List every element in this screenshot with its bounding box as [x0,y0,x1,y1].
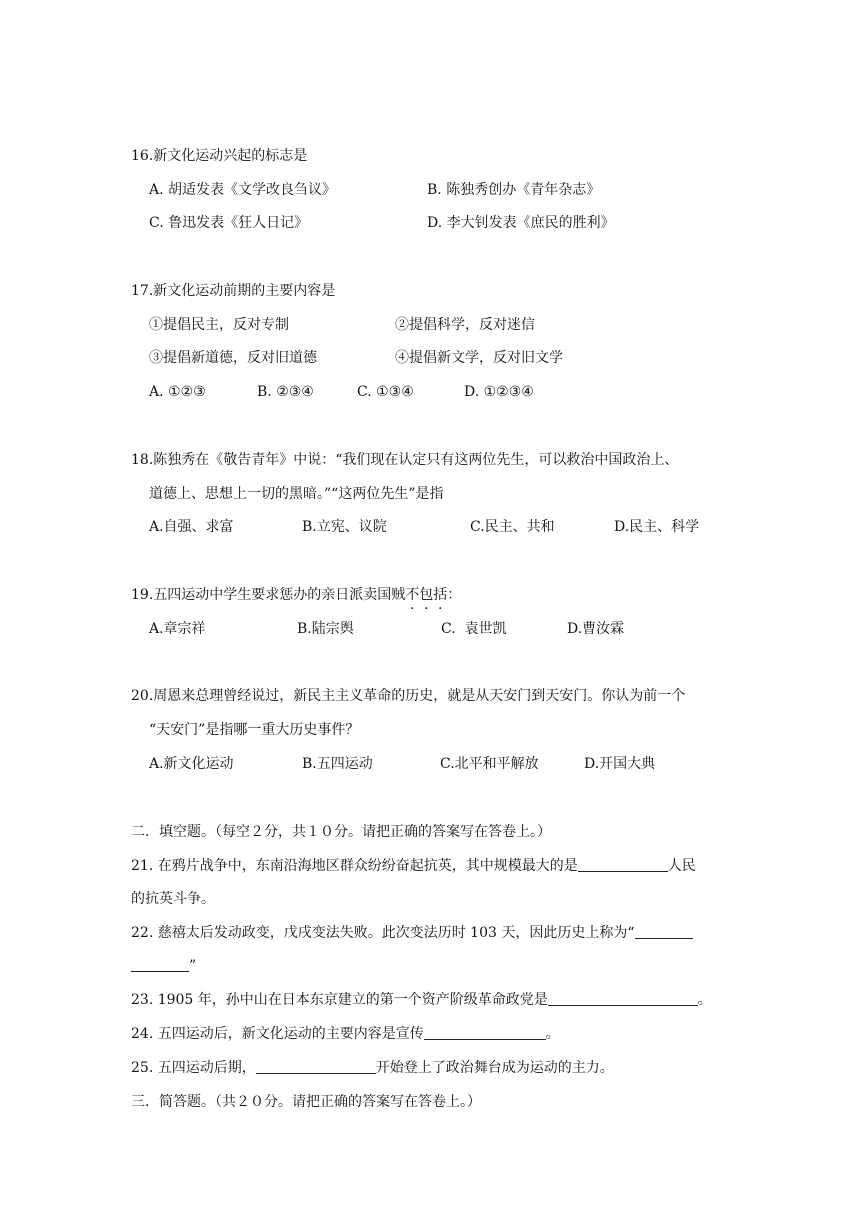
q20-option-b: B.五四运动 [302,756,373,772]
q25-text-suffix: 开始登上了政治舞台成为运动的主力。 [375,1060,614,1076]
q17-option-b: B. ②③④ [257,384,314,400]
q17-item-1: ①提倡民主，反对专制 [149,317,289,333]
q25-line [131,1058,614,1078]
q17-item-2: ②提倡科学，反对迷信 [395,317,535,333]
q18-stem-line1: 18.陈独秀在《敬告青年》中说：“我们现在认定只有这两位先生，可以救治中国政治上、 [131,452,679,468]
q16-option-d: D. 李大钊发表《庶民的胜利》 [427,215,615,231]
q20-stem-line1: 20.周恩来总理曾经说过，新民主主义革命的历史，就是从天安门到天安门。你认为前一个 [131,688,686,704]
q19-option-c: C. 袁世凯 [441,621,507,637]
q19-stem-colon: ： [447,587,462,603]
q19-option-b: B.陆宗舆 [297,621,354,637]
q19-emphasis-char: 不 [405,587,420,603]
q24-period: 。 [545,1026,560,1042]
q17-option-a: A. ①②③ [149,384,206,400]
q22-answer-blank[interactable] [635,924,693,939]
q21-line1 [131,856,696,876]
q24-line [131,1024,560,1044]
q20-option-d: D.开国大典 [584,756,656,772]
q17-stem: 17.新文化运动前期的主要内容是 [131,283,336,299]
q18-option-b: B.立宪、议院 [302,519,387,535]
q21-answer-blank[interactable] [578,857,668,872]
q17-item-4: ④提倡新文学，反对旧文学 [395,350,563,366]
q22-close-quote: ” [189,958,197,974]
q19-option-a: A.章宗祥 [149,621,206,637]
q22-line2 [131,956,196,976]
q24-answer-blank[interactable] [424,1025,546,1040]
q18-stem-line2: 道德上、思想上一切的黑暗。”“这两位先生”是指 [149,486,444,502]
section-3-heading: 三．简答题。（共２０分。请把正确的答案写在答卷上。） [131,1094,481,1110]
q19-emphasis-char: 包 [419,587,434,603]
q16-stem: 16.新文化运动兴起的标志是 [131,148,308,164]
q19-emphasis-char: 括 [433,587,448,603]
q16-option-b: B. 陈独秀创办《青年杂志》 [427,182,601,198]
q16-option-c: C. 鲁迅发表《狂人日记》 [149,215,309,231]
q19-stem [131,585,461,605]
q22-line1 [131,923,693,943]
q17-option-c: C. ①③④ [357,384,414,400]
q23-answer-blank[interactable] [548,991,698,1006]
q18-option-c: C.民主、共和 [470,519,555,535]
q23-text: 23. 1905 年，孙中山在日本东京建立的第一个资产阶级革命政党是 [131,992,548,1008]
q20-stem-line2: “天安门”是指哪一重大历史事件？ [149,722,360,738]
q24-text: 24. 五四运动后，新文化运动的主要内容是宣传 [131,1026,424,1042]
q19-stem-text: 19.五四运动中学生要求惩办的亲日派卖国贼 [131,587,406,603]
q25-text: 25. 五四运动后期， [131,1060,256,1076]
q16-option-a: A. 胡适发表《文学改良刍议》 [149,182,337,198]
q23-period: 。 [697,992,712,1008]
q25-answer-blank[interactable] [256,1059,376,1074]
q19-option-d: D.曹汝霖 [567,621,625,637]
q17-option-d: D. ①②③④ [464,384,534,400]
section-2-heading: 二．填空题。（每空２分，共１０分。请把正确的答案写在答卷上。） [131,824,551,840]
q21-text-suffix: 人民 [667,858,696,874]
q21-text: 21. 在鸦片战争中，东南沿海地区群众纷纷奋起抗英，其中规模最大的是 [131,858,578,874]
q20-option-a: A.新文化运动 [149,756,234,772]
q21-line2: 的抗英斗争。 [131,891,215,907]
q17-item-3: ③提倡新道德，反对旧道德 [149,350,317,366]
q18-option-d: D.民主、科学 [614,519,700,535]
q20-option-c: C.北平和平解放 [440,756,539,772]
q22-answer-blank-cont[interactable] [131,957,189,972]
q18-option-a: A.自强、求富 [149,519,234,535]
q22-text: 22. 慈禧太后发动政变，戊戌变法失败。此次变法历时 103 天，因此历史上称为“ [131,925,635,941]
q23-line [131,990,712,1010]
